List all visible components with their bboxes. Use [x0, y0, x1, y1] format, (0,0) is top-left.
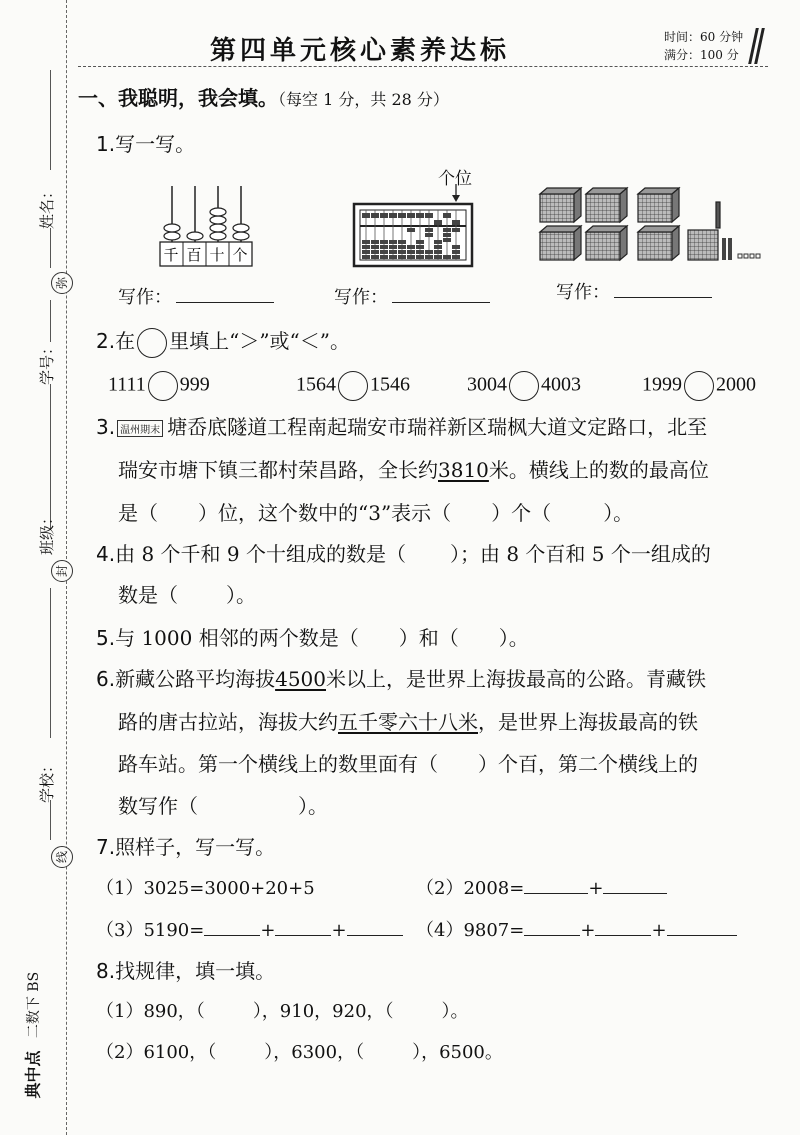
q3-text-1: 塘岙底隧道工程南起瑞安市瑞祥新区瑞枫大道文定路口，北至	[167, 415, 708, 439]
plus-sign: +	[588, 878, 604, 899]
name-label: 姓名：	[38, 183, 57, 230]
brand-logo	[10, 945, 50, 1099]
pair-left: 3004	[467, 373, 507, 396]
q3-line-3	[118, 497, 633, 526]
pair-right: 4003	[541, 373, 581, 396]
pair-left: 1564	[296, 373, 336, 396]
pair-left: 1111	[108, 373, 146, 396]
q6-line-4	[118, 790, 328, 819]
q1-number: 1.	[96, 132, 116, 156]
q8-seq1-a: （1）890，（	[96, 1001, 205, 1022]
q6-number: 6.	[96, 667, 116, 691]
q2-pair-2	[296, 371, 410, 401]
q3-text-3d: ）。	[603, 501, 634, 525]
name-field-line[interactable]	[50, 70, 51, 170]
ones-place-label: 个位	[438, 169, 472, 189]
q6-line-2	[118, 706, 698, 735]
q5-text-a: 与 1000 相邻的两个数是（	[115, 626, 359, 650]
pair-right: 1546	[370, 373, 410, 396]
compare-circle[interactable]	[148, 371, 178, 401]
pair-right: 999	[179, 373, 210, 396]
section-note: （每空 1 分，共 28 分）	[278, 90, 449, 109]
time-limit: 时间：60 分钟	[664, 30, 744, 44]
q2-title	[96, 325, 350, 358]
q4-number: 4.	[96, 542, 116, 566]
q7-expr-4: （4）9807=	[416, 920, 525, 941]
q4-text-1b: ）；由 8 个百和 5 个一组成的	[449, 542, 711, 566]
answer-blank[interactable]	[603, 892, 667, 894]
pair-left: 1999	[642, 373, 682, 396]
q3-number: 3.	[96, 415, 116, 439]
q3-text-3a: 是（	[118, 501, 158, 525]
q5-line	[96, 622, 529, 651]
school-label: 学校：	[38, 757, 57, 804]
q4-text-2a: 数是（	[118, 583, 178, 607]
abacus-label-thousands: 千	[163, 246, 179, 264]
number-field-line[interactable]	[50, 384, 51, 530]
answer-blank[interactable]	[347, 934, 403, 936]
answer-blank[interactable]	[667, 934, 737, 936]
suanpan-figure	[352, 184, 476, 270]
q5-number: 5.	[96, 626, 116, 650]
q8-seq1-c: ）。	[441, 1001, 469, 1022]
q1-text: 写一写。	[115, 132, 196, 156]
answer-blank[interactable]	[595, 934, 651, 936]
brand-name: 典中点	[23, 1050, 43, 1099]
answer-blank[interactable]	[614, 296, 712, 298]
q1-write-1	[118, 283, 274, 309]
q1-title	[96, 128, 195, 157]
answer-blank[interactable]	[204, 934, 260, 936]
q4-line-1	[96, 538, 711, 567]
q8-seq-1	[96, 997, 469, 1023]
page-title: 第四单元核心素养达标	[210, 36, 511, 66]
q8-number: 8.	[96, 959, 116, 983]
write-label: 写作：	[334, 287, 388, 308]
q7-text: 照样子，写一写。	[115, 835, 276, 859]
q8-title	[96, 955, 275, 984]
plus-sign: +	[331, 920, 347, 941]
q2-text-b: 里填上“＞”或“＜”。	[169, 329, 350, 353]
q3-text-3b: ）位，这个数中的“3”表示（	[198, 501, 452, 525]
q6-underlined-text: 五千零六十八米	[338, 710, 478, 734]
answer-blank[interactable]	[392, 301, 490, 303]
q8-seq-2	[96, 1038, 503, 1064]
q2-pair-3	[467, 371, 581, 401]
q6-text-3a: 路车站。第一个横线上的数里面有（	[118, 752, 438, 776]
q8-text: 找规律，填一填。	[115, 959, 276, 983]
q8-seq2-a: （2）6100，（	[96, 1042, 217, 1063]
compare-circle[interactable]	[509, 371, 539, 401]
class-label: 班级：	[38, 509, 57, 556]
abacus-label-hundreds: 百	[186, 246, 202, 264]
plus-sign: +	[580, 920, 596, 941]
write-label: 写作：	[556, 282, 610, 303]
header-separator	[78, 66, 768, 67]
compare-circle[interactable]	[684, 371, 714, 401]
q7-item-3	[96, 916, 403, 942]
q1-write-3	[556, 278, 712, 304]
q6-line-3	[118, 748, 698, 777]
grade-label: 二数下 BS	[26, 971, 43, 1039]
mark-feng: 封	[51, 560, 73, 582]
q6-underlined-number: 4500	[275, 667, 326, 691]
q4-line-2	[118, 579, 256, 608]
write-label: 写作：	[118, 287, 172, 308]
number-label: 学号：	[38, 339, 57, 386]
q6-text-4a: 数写作（	[118, 794, 198, 818]
source-tag: 温州期末	[117, 420, 163, 437]
q6-text-1b: 米以上，是世界上海拔最高的公路。青藏铁	[326, 667, 706, 691]
name-field-line-2	[50, 228, 51, 268]
q6-text-1a: 新藏公路平均海拔	[115, 667, 276, 691]
q6-text-2b: ，是世界上海拔最高的铁	[478, 710, 698, 734]
q2-number: 2.	[96, 329, 116, 353]
section-title-text: 一、我聪明，我会填。	[78, 86, 278, 110]
q3-underlined-number: 3810	[438, 458, 489, 482]
section-title	[78, 82, 449, 111]
q4-text-1a: 由 8 个千和 9 个十组成的数是（	[115, 542, 406, 566]
q2-text-a: 在	[115, 329, 136, 353]
answer-blank[interactable]	[176, 301, 274, 303]
mark-mi: 弥	[51, 272, 73, 294]
q3-text-2b: 米。横线上的数的最高位	[488, 458, 709, 482]
q3-line-1	[96, 411, 707, 440]
q8-seq2-c: ），6500。	[412, 1042, 503, 1063]
number-field-line-top	[50, 300, 51, 342]
q7-item-4	[416, 916, 737, 942]
base-ten-blocks-figure	[538, 186, 768, 264]
school-field-line[interactable]	[50, 800, 51, 840]
answer-blank[interactable]	[524, 934, 580, 936]
q7-expr-2: （2）2008=	[416, 878, 525, 899]
abacus-label-ones: 个	[232, 246, 248, 264]
q1-write-2	[334, 283, 490, 309]
plus-sign: +	[260, 920, 276, 941]
counting-frame-figure	[150, 180, 260, 270]
compare-circle[interactable]	[338, 371, 368, 401]
pair-right: 2000	[716, 373, 756, 396]
answer-blank[interactable]	[275, 934, 331, 936]
q5-text-b: ）和（	[398, 626, 459, 650]
full-score: 满分：100 分	[664, 48, 739, 62]
class-field-line[interactable]	[50, 588, 51, 738]
q7-title	[96, 831, 275, 860]
q7-item-2	[416, 874, 667, 900]
q6-line-1	[96, 663, 706, 692]
q2-pair-4	[642, 371, 756, 401]
q7-expr-3: （3）5190=	[96, 920, 205, 941]
q8-seq2-b: ），6300，（	[264, 1042, 365, 1063]
q2-pair-1	[108, 371, 210, 401]
q4-text-2b: ）。	[226, 583, 256, 607]
plus-sign: +	[651, 920, 667, 941]
q3-text-2a: 瑞安市塘下镇三都村荣昌路，全长约	[118, 458, 438, 482]
q6-text-2a: 路的唐古拉站，海拔大约	[118, 710, 338, 734]
q8-seq1-b: ），910，920，（	[252, 1001, 394, 1022]
q7-number: 7.	[96, 835, 116, 859]
q6-text-3b: ）个百，第二个横线上的	[478, 752, 698, 776]
q7-example: （1）3025=3000+20+5	[96, 878, 315, 899]
q3-line-2	[118, 454, 709, 483]
answer-blank[interactable]	[524, 892, 588, 894]
q6-text-4b: ）。	[298, 794, 328, 818]
q5-text-c: ）。	[498, 626, 529, 650]
q3-text-3c: ）个（	[491, 501, 552, 525]
abacus-label-tens: 十	[209, 246, 225, 264]
circle-icon	[137, 328, 167, 358]
mark-xian: 线	[51, 846, 73, 868]
